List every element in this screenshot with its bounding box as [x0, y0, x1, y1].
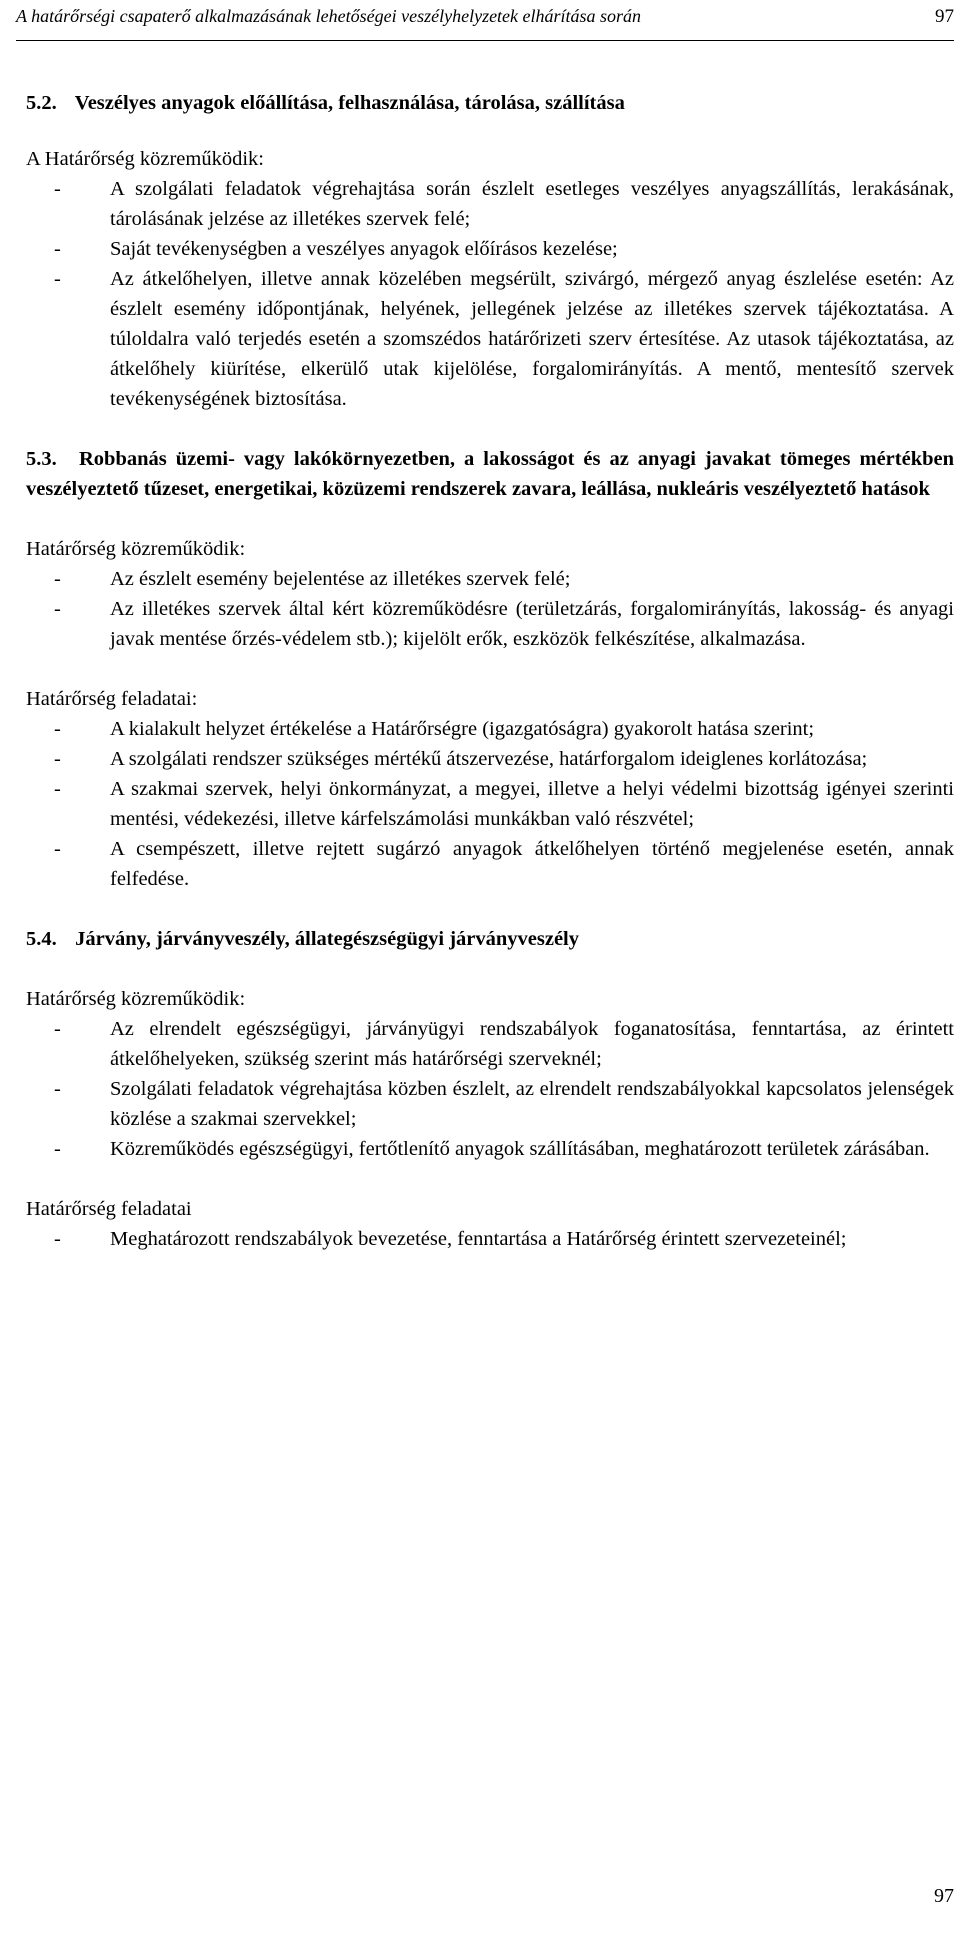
- section-heading: [26, 88, 954, 118]
- list-item-text: Az illetékes szervek által kért közreműködésre (területzárás, forgalomirányítás, lakosság- és anyagi javak mentése őrzés-védelem stb.); kijelölt erők, eszközök felkészítése, alkalmazása.: [110, 598, 954, 650]
- list-item: [26, 774, 954, 834]
- section-title: Járvány, járványveszély, állategészségügyi járványveszély: [75, 928, 579, 950]
- list-item: [26, 594, 954, 654]
- dash-mark: -: [54, 838, 61, 860]
- list-item: [26, 744, 954, 774]
- list-item-text: Közreműködés egészségügyi, fertőtlenítő anyagok szállításában, meghatározott területek zárásában.: [110, 1138, 930, 1160]
- group-label: A Határőrség közreműködik:: [26, 148, 264, 170]
- list-item-text: Az átkelőhelyen, illetve annak közelében megsérült, szivárgó, mérgező anyag észlelése esetén: Az észlelt esemény időpontjának, helyének, jellegének jelzése az illetékes szervek tájékoztatása. A túloldalra való terjedés esetén a szomszédos határőrizeti szerv értesítése. Az utasok tájékoztatása, az átkelőhely kiürítése, elkerülő utak kijelölése, forgalomirányítás. A mentő, mentesítő szervek tevékenységének biztosítása.: [110, 268, 954, 410]
- group-label: Határőrség közreműködik:: [26, 538, 246, 560]
- page-header: [16, 0, 954, 41]
- section-heading: [26, 924, 954, 954]
- list-item-text: Az észlelt esemény bejelentése az illetékes szervek felé;: [110, 568, 571, 590]
- dash-mark: -: [54, 1138, 61, 1160]
- section-title: Robbanás üzemi- vagy lakókörnyezetben, a lakosságot és az anyagi javakat tömeges mértékben veszélyeztető tűzeset, energetikai, közüzemi rendszerek zavara, leállása, nukleáris veszélyeztető hatások: [26, 448, 955, 500]
- section-number: 5.2.: [26, 92, 57, 114]
- header-title: A határőrségi csapaterő alkalmazásának lehetőségei veszélyhelyzetek elhárítása során: [16, 6, 642, 26]
- list-item: [26, 264, 954, 414]
- list-item: [26, 1014, 954, 1074]
- dash-mark: -: [54, 1228, 61, 1250]
- section-title: Veszélyes anyagok előállítása, felhasználása, tárolása, szállítása: [74, 92, 625, 114]
- group-label: Határőrség közreműködik:: [26, 988, 246, 1010]
- dash-mark: -: [54, 568, 61, 590]
- document-body: [26, 88, 954, 1254]
- list-item: [26, 564, 954, 594]
- list-item: [26, 1224, 954, 1254]
- section-heading: [26, 444, 954, 504]
- list-item: [26, 174, 954, 234]
- list-item-text: Szolgálati feladatok végrehajtása közben észlelt, az elrendelt rendszabályokkal kapcsolatos jelenségek közlése a szakmai szervekkel;: [110, 1078, 954, 1130]
- list-item-text: A kialakult helyzet értékelése a Határőrségre (igazgatóságra) gyakorolt hatása szerint;: [110, 718, 815, 740]
- dash-list: [26, 174, 954, 414]
- header-page-number: 97: [935, 6, 954, 27]
- dash-mark: -: [54, 268, 61, 290]
- footer-page-number: 97: [934, 1885, 954, 1907]
- group-label: Határőrség feladatai: [26, 1198, 192, 1220]
- list-item: [26, 834, 954, 894]
- dash-mark: -: [54, 1078, 61, 1100]
- dash-list: [26, 1224, 954, 1254]
- dash-mark: -: [54, 178, 61, 200]
- dash-mark: -: [54, 1018, 61, 1040]
- list-item: [26, 714, 954, 744]
- group-label: Határőrség feladatai:: [26, 688, 198, 710]
- list-item: [26, 234, 954, 264]
- dash-list: [26, 714, 954, 894]
- dash-mark: -: [54, 238, 61, 260]
- dash-mark: -: [54, 718, 61, 740]
- section-number: 5.4.: [26, 928, 57, 950]
- dash-list: [26, 1014, 954, 1164]
- dash-list: [26, 564, 954, 654]
- list-item-text: A szakmai szervek, helyi önkormányzat, a megyei, illetve a helyi védelmi bizottság igényei szerinti mentési, védekezési, illetve kárfelszámolási munkákban való részvétel;: [110, 778, 954, 830]
- list-item: [26, 1074, 954, 1134]
- dash-mark: -: [54, 748, 61, 770]
- list-item-text: Saját tevékenységben a veszélyes anyagok előírásos kezelése;: [110, 238, 618, 260]
- list-item-text: A szolgálati feladatok végrehajtása során észlelt esetleges veszélyes anyagszállítás, lerakásának, tárolásának jelzése az illetékes szervek felé;: [110, 178, 954, 230]
- section-number: 5.3.: [26, 448, 57, 470]
- dash-mark: -: [54, 598, 61, 620]
- list-item-text: Az elrendelt egészségügyi, járványügyi rendszabályok foganatosítása, fenntartása, az érintett átkelőhelyeken, szükség szerint más határőrségi szerveknél;: [110, 1018, 954, 1070]
- list-item-text: A csempészett, illetve rejtett sugárzó anyagok átkelőhelyen történő megjelenése esetén, annak felfedése.: [110, 838, 954, 890]
- list-item: [26, 1134, 954, 1164]
- list-item-text: A szolgálati rendszer szükséges mértékű átszervezése, határforgalom ideiglenes korlátozása;: [110, 748, 868, 770]
- list-item-text: Meghatározott rendszabályok bevezetése, fenntartása a Határőrség érintett szervezeteinél;: [110, 1228, 847, 1250]
- dash-mark: -: [54, 778, 61, 800]
